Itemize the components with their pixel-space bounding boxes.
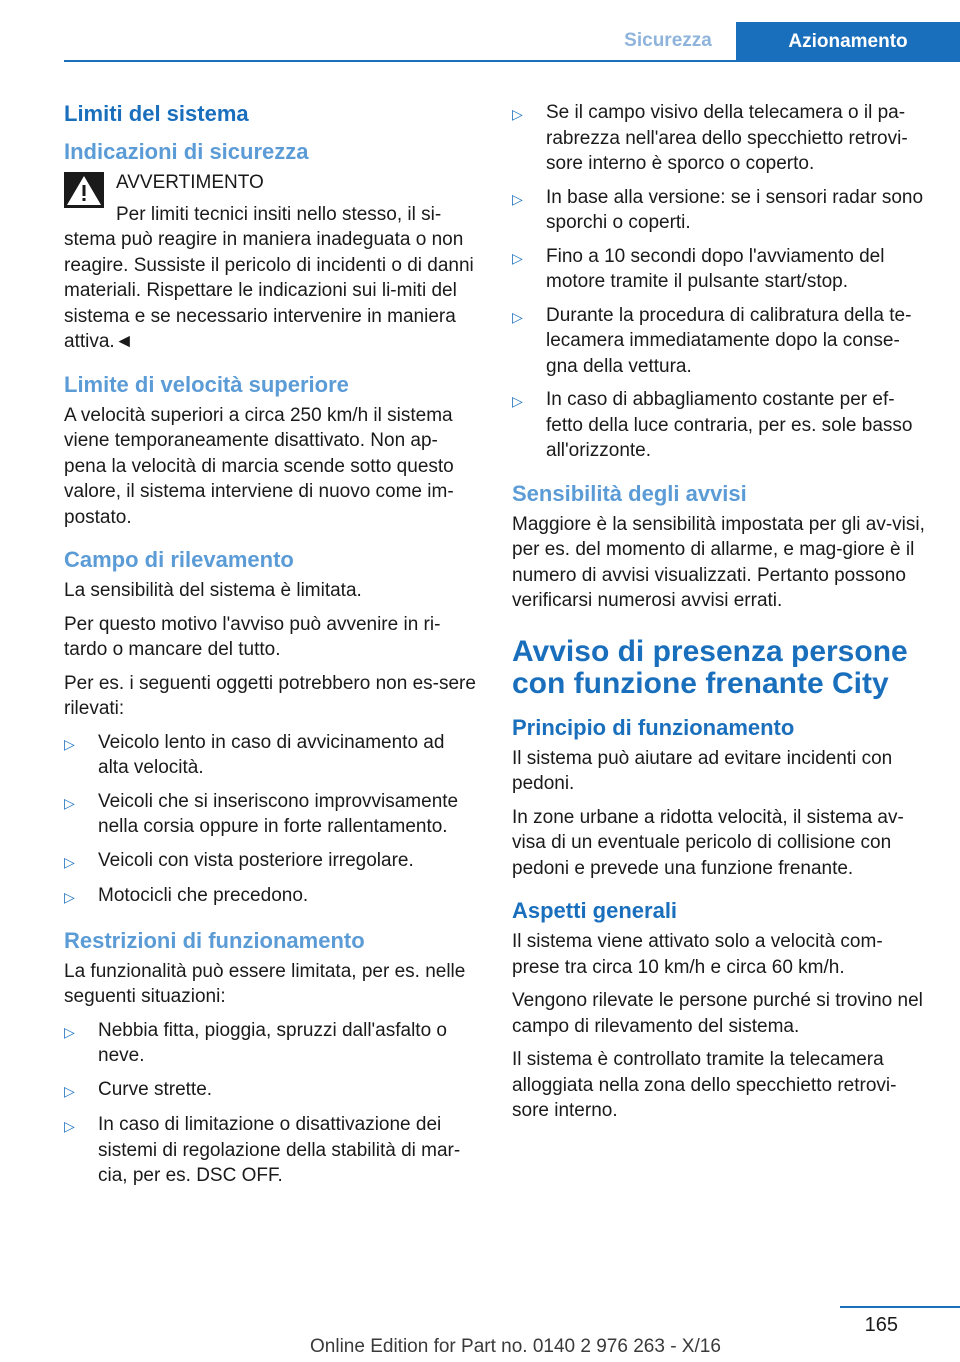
heading-system-limits: Limiti del sistema	[64, 101, 249, 126]
warning-title: AVVERTIMENTO	[116, 172, 264, 193]
header-section-tab: Sicurezza	[624, 30, 712, 51]
page-number: 165	[864, 1314, 898, 1336]
footer-edition: Online Edition for Part no. 0140 2 976 263 - X/16	[310, 1336, 721, 1357]
list-item: ▷ Fino a 10 secondi dopo l'avviamento del motore tramite il pulsante start/stop.	[512, 244, 930, 295]
triangle-bullet-icon: ▷	[512, 190, 523, 207]
paragraph-restrictions: La funzionalità può essere limitata, per es. nelle seguenti situazioni:	[64, 960, 466, 1007]
triangle-bullet-icon: ▷	[64, 1118, 75, 1134]
triangle-bullet-icon: ▷	[512, 308, 523, 325]
footer-rule	[840, 1306, 960, 1308]
list-item: ▷ Veicoli che si inseriscono improvvisamente nella corsia oppure in forte rallentamento.	[64, 789, 480, 840]
paragraph-range-2: Per questo motivo l'avviso può avvenire in ri-tardo o mancare del tutto.	[64, 613, 441, 660]
right-column	[512, 100, 930, 1132]
triangle-bullet-icon: ▷	[64, 853, 75, 870]
warning-triangle-icon	[64, 172, 104, 208]
range-list	[64, 730, 480, 911]
list-item: ▷ Motocicli che precedono.	[64, 883, 480, 911]
heading-restrictions: Restrizioni di funzionamento	[64, 927, 365, 953]
list-item: ▷ Se il campo visivo della telecamera o il pa-rabrezza nell'area dello specchietto retrovi-sore interno è sporco o coperto.	[512, 100, 930, 177]
heading-speed-limit: Limite di velocità superiore	[64, 371, 349, 397]
list-item: ▷ Nebbia fitta, pioggia, spruzzi dall'asfalto o neve.	[64, 1018, 480, 1069]
restrict-list-continued	[512, 100, 930, 464]
triangle-bullet-icon: ▷	[64, 1023, 75, 1040]
triangle-bullet-icon: ▷	[64, 794, 75, 811]
heading-safety-notes: Indicazioni di sicurezza	[64, 139, 309, 164]
header-rule	[64, 60, 960, 62]
heading-pedestrian-warning: Avviso di presenza persone con funzione frenante City	[512, 634, 908, 700]
left-column	[64, 100, 480, 1197]
header-chapter-tab: Azionamento	[736, 22, 960, 62]
list-item: ▷ Curve strette.	[64, 1077, 480, 1105]
paragraph-general-1: Il sistema viene attivato solo a velocità com-prese tra circa 10 km/h e circa 60 km/h.	[512, 931, 883, 978]
restrict-list	[64, 1018, 480, 1189]
paragraph-principle-2: In zone urbane a ridotta velocità, il sistema av-visa di un eventuale pericolo di collisione con pedoni e prevede una funzione frenante.	[512, 806, 904, 879]
paragraph-general-3: Il sistema è controllato tramite la telecamera alloggiata nella zona dello specchietto retrovi-sore interno.	[512, 1049, 897, 1121]
triangle-bullet-icon: ▷	[512, 106, 523, 122]
triangle-bullet-icon: ▷	[512, 249, 523, 266]
paragraph-sensitivity: Maggiore è la sensibilità impostata per gli av-visi, per es. del momento di allarme, e mag-giore è il numero di avvisi visualizzati. Pertanto possono verificarsi numerosi avvisi errati.	[512, 513, 925, 611]
triangle-bullet-icon: ▷	[512, 393, 523, 409]
list-item: ▷ Veicolo lento in caso di avvicinamento ad alta velocità.	[64, 730, 480, 781]
list-item: ▷ Durante la procedura di calibratura della te-lecamera immediatamente dopo la conse-gna della vettura.	[512, 303, 930, 380]
warning-line: Per limiti tecnici insiti nello stesso, il si-	[116, 203, 442, 225]
list-item: ▷ In caso di limitazione o disattivazione dei sistemi di regolazione della stabilità di mar-cia, per es. DSC OFF.	[64, 1112, 480, 1189]
list-item: ▷ In base alla versione: se i sensori radar sono sporchi o coperti.	[512, 185, 930, 236]
list-item: ▷ Veicoli con vista posteriore irregolare.	[64, 848, 480, 876]
warning-box	[64, 170, 480, 355]
paragraph-principle-1: Il sistema può aiutare ad evitare incidenti con pedoni.	[512, 747, 893, 794]
triangle-bullet-icon: ▷	[64, 735, 75, 752]
heading-principle: Principio di funzionamento	[512, 714, 795, 740]
list-item: ▷ In caso di abbagliamento costante per ef-fetto della luce contraria, per es. sole basso all'orizzonte.	[512, 387, 930, 464]
heading-general: Aspetti generali	[512, 898, 678, 923]
triangle-bullet-icon: ▷	[64, 1082, 75, 1099]
paragraph-speed-limit: A velocità superiori a circa 250 km/h il sistema viene temporaneamente disattivato. Non ap-pena la velocità di marcia scende sotto questo valore, il sistema interviene di nuovo come im-postato.	[64, 404, 454, 528]
paragraph-general-2: Vengono rilevate le persone purché si trovino nel campo di rilevamento del sistema.	[512, 990, 923, 1037]
paragraph-range-1: La sensibilità del sistema è limitata.	[64, 580, 362, 601]
heading-warning-sensitivity: Sensibilità degli avvisi	[512, 480, 747, 506]
heading-detection-range: Campo di rilevamento	[64, 547, 294, 572]
paragraph-range-3: Per es. i seguenti oggetti potrebbero non es-sere rilevati:	[64, 672, 476, 719]
triangle-bullet-icon: ▷	[64, 889, 75, 905]
warning-text: stema può reagire in maniera inadeguata o non reagire. Sussiste il pericolo di incidenti o di danni materiali. Rispettare le indicazioni sui li-miti del sistema e se necessario intervenire in maniera attiva.◄	[64, 229, 474, 352]
